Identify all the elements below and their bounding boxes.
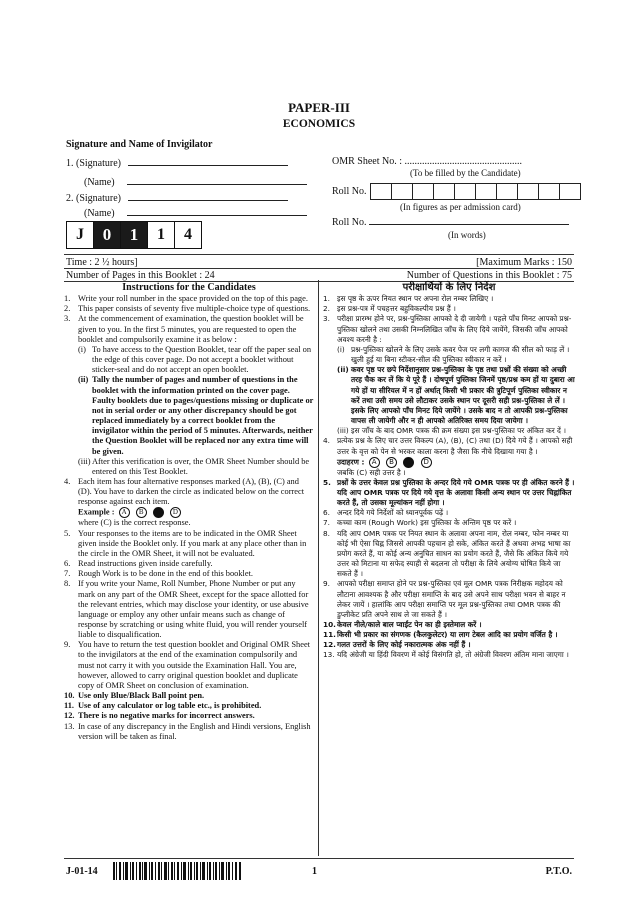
pto-label: P.T.O. bbox=[545, 866, 572, 877]
instruction-subitem: (ii) कवर पृष्ठ पर छपे निर्देशानुसार प्रश्न-पुस्तिका के पृष्ठ तथा प्रश्नों की संख्या को अच्छी तरह चैक कर लें कि ये पूरे हैं । दोषपूर्ण पुस्तिका जिनमें पृष्ठ/प्रश्न कम हों या दुबारा आ गये हों या सीरियल में न हों अर्थात् किसी भी प्रकार की त्रुटिपूर्ण पुस्तिका स्वीकार न करें तथा उसी समय उसे लौटाकर उसके स्थान पर दूसरी सही प्रश्न-पुस्तिका ले लें । इसके लिए आपको पाँच मिनट दिये जायेंगे । उसके बाद न तो आपकी प्रश्न-पुस्तिका वापस ली जायेगी और न ही आपको अतिरिक्त समय दिया जायेगा । bbox=[337, 365, 575, 426]
code-cell: 0 bbox=[94, 221, 121, 249]
instruction-item: 12. गलत उत्तरों के लिए कोई नकारात्मक अंक नहीं हैं । bbox=[323, 640, 471, 650]
roll-number-label: Roll No. bbox=[332, 186, 367, 197]
example-row: Example : A B C D bbox=[64, 507, 314, 518]
instruction-subitem: (i) प्रश्न-पुस्तिका खोलने के लिए उसके कवर पेज पर लगी कागज की सील को फाड़ लें । खुली हुई या बिना स्टीकर-सील की पुस्तिका स्वीकार न करें । bbox=[337, 344, 570, 365]
instruction-item: 2. This paper consists of seventy five multiple-choice type of questions. bbox=[64, 304, 311, 314]
roll-box[interactable] bbox=[413, 183, 434, 200]
instruction-subitem: (iii) इस जाँच के बाद OMR पत्रक की क्रम संख्या इस प्रश्न-पुस्तिका पर अंकित कर दें । bbox=[337, 426, 567, 436]
max-marks: [Maximum Marks : 150 bbox=[476, 257, 572, 268]
divider bbox=[64, 268, 574, 269]
signature-2-row bbox=[66, 191, 288, 204]
instruction-item: 9. आपको परीक्षा समाप्त होने पर प्रश्न-पुस्तिका एवं मूल OMR पत्रक निरीक्षक महोदय को लौटाना आवश्यक है और परीक्षा समाप्ति के बाद उसे अपने साथ परीक्षा भवन से बाहर न लेकर जायें । हालांकि आप परीक्षा समाप्ति पर मूल प्रश्न-पुस्तिका तथा OMR पत्रक की डुप्लीकेट प्रति अपने साथ ले जा सकते हैं । bbox=[323, 579, 566, 619]
instruction-item: 5. Your responses to the items are to be indicated in the OMR Sheet given inside the Booklet only. If you mark at any place other than in the circle in the OMR Sheet, it will not be evaluated. bbox=[64, 528, 307, 558]
code-cell: 4 bbox=[175, 221, 202, 249]
instruction-item: 13. यदि अंग्रेजी या हिंदी विवरण में कोई विसंगति हो, तो अंग्रेजी विवरण अंतिम माना जाएगा । bbox=[323, 650, 569, 660]
instruction-subitem: (ii) Tally the number of pages and number of questions in the booklet with the information printed on the cover page. Faulty booklets due to pages/questions missing or duplicate or not in serial order or any other discrepancy should be got replaced immediately by a correct booklet from the invigilator within the period of 5 minutes. Afterwards, neither the Question Booklet will be replaced nor any extra time will be given. bbox=[78, 375, 314, 456]
instructions-english bbox=[64, 283, 314, 742]
page-number: 1 bbox=[312, 866, 317, 877]
roll-box[interactable] bbox=[539, 183, 560, 200]
instruction-item: 8. If you write your Name, Roll Number, Phone Number or put any mark on any part of the OMR Sheet, except for the space allotted for the relevant entries, which may disclose your identity, or use abusive language or employ any other unfair means such as change of response by scratching or using white fluid, you will render yourself liable to disqualification. bbox=[64, 579, 309, 640]
paper-title: PAPER-III bbox=[288, 100, 350, 115]
questions-count: Number of Questions in this Booklet : 75 bbox=[406, 270, 572, 281]
subject-title: ECONOMICS bbox=[282, 118, 356, 130]
name-2-row bbox=[84, 206, 307, 219]
instruction-item: 6. अन्दर दिये गये निर्देशों को ध्यानपूर्वक पढ़ें । bbox=[323, 508, 449, 518]
roll-box[interactable] bbox=[455, 183, 476, 200]
instruction-item: 7. कच्चा काम (Rough Work) इस पुस्तिका के अन्तिम पृष्ठ पर करें । bbox=[323, 518, 517, 528]
instruction-item: 1. इस पृष्ठ के ऊपर नियत स्थान पर अपना रोल नम्बर लिखिए । bbox=[323, 294, 494, 304]
instructions-hindi bbox=[323, 283, 575, 661]
code-cell: J bbox=[66, 221, 94, 249]
instruction-item: 10. Use only Blue/Black Ball point pen. bbox=[64, 691, 205, 701]
roll-figures-note: (In figures as per admission card) bbox=[400, 202, 521, 212]
bubble-d: D bbox=[170, 507, 181, 518]
roll-words-line bbox=[369, 215, 569, 225]
divider bbox=[64, 254, 574, 255]
bubble-c-filled: C bbox=[403, 457, 414, 468]
barcode-icon bbox=[113, 862, 241, 880]
roll-words-note: (In words) bbox=[448, 230, 486, 240]
instruction-item: 8. यदि आप OMR पत्रक पर नियत स्थान के अलावा अपना नाम, रोल नम्बर, फोन नम्बर या कोई भी ऐसा चिह्न जिससे आपकी पहचान हो सके, अंकित करते हैं अथवा अभद्र भाषा का प्रयोग करते हैं, या कोई अन्य अनुचित साधन का प्रयोग करते हैं, जैसे कि अंकित किये गये उत्तर को मिटाना या सफेद स्याही से बदलना तो परीक्षा के लिये अयोग्य घोषित किये जा सकते हैं । bbox=[323, 528, 571, 579]
paper-code-box bbox=[66, 221, 202, 249]
name-1-label: (Name) bbox=[84, 177, 115, 188]
instruction-item: 11. किसी भी प्रकार का संगणक (कैलकुलेटर) या लाग टेबल आदि का प्रयोग वर्जित है । bbox=[323, 630, 558, 640]
footer-code: J-01-14 bbox=[66, 866, 98, 877]
signature-2-line bbox=[128, 191, 288, 201]
instruction-item: 3. At the commencement of examination, the question booklet will be given to you. In the first 5 minutes, you are requested to open the booklet and compulsorily examine it as below : bbox=[64, 314, 304, 344]
roll-box[interactable] bbox=[497, 183, 518, 200]
roll-words-label: Roll No. bbox=[332, 217, 367, 228]
roll-number-row bbox=[332, 183, 581, 200]
instruction-item: 6. Read instructions given inside carefully. bbox=[64, 559, 213, 569]
instructions-title-hindi: परीक्षार्थियों के लिए निर्देश bbox=[402, 282, 496, 293]
instruction-item: 9. You have to return the test question booklet and Original OMR Sheet to the invigilators at the end of the examination compulsorily and must not carry it with you outside the Examination Hall. You are, however, allowed to carry original question booklet and duplicate copy of OMR Sheet on conclusion of examination. bbox=[64, 640, 310, 690]
roll-box[interactable] bbox=[434, 183, 455, 200]
name-1-row bbox=[84, 175, 307, 188]
roll-box[interactable] bbox=[392, 183, 413, 200]
instruction-item: 10. केवल नीले/काले बाल प्वाईंट पेन का ही इस्तेमाल करें । bbox=[323, 620, 482, 629]
name-2-line bbox=[127, 206, 307, 216]
pages-count: Number of Pages in this Booklet : 24 bbox=[66, 270, 215, 281]
example-note-hindi: जबकि (C) सही उत्तर है । bbox=[337, 467, 406, 477]
bubble-b: B bbox=[386, 457, 397, 468]
instruction-item: 4. प्रत्येक प्रश्न के लिए चार उत्तर विकल्प (A), (B), (C) तथा (D) दिये गये हैं । आपको सही उत्तर के वृत्त को पेन से भरकर काला करना है जैसा कि नीचे दिखाया गया है । bbox=[323, 436, 573, 456]
omr-sheet-number: OMR Sheet No. : ............................................... bbox=[332, 156, 522, 167]
instruction-item: 3. परीक्षा प्रारम्भ होने पर, प्रश्न-पुस्तिका आपको दे दी जायेगी । पहले पाँच मिनट आपको प्रश्न-पुस्तिका खोलने तथा उसकी निम्नलिखित जाँच के लिए दिये जायेंगे, जिसकी जाँच आपको अवश्य करनी है : bbox=[323, 314, 572, 344]
instruction-item: 13. In case of any discrepancy in the English and Hindi versions, English version will be taken as final. bbox=[64, 721, 311, 741]
instruction-subitem: (i) To have access to the Question Booklet, tear off the paper seal on the edge of this cover page. Do not accept a booklet without sticker-seal and do not accept an open booklet. bbox=[78, 344, 312, 375]
instruction-item: 2. इस प्रश्न-पत्र में पचहत्तर बहुविकल्पीय प्रश्न हैं । bbox=[323, 304, 456, 314]
instruction-item: 1. Write your roll number in the space provided on the top of this page. bbox=[64, 294, 308, 304]
signature-1-label: 1. (Signature) bbox=[66, 158, 121, 169]
instruction-item: 7. Rough Work is to be done in the end of this booklet. bbox=[64, 569, 254, 579]
bubble-c-filled: C bbox=[153, 507, 164, 518]
example-row-hindi: उदाहरण : A B C D bbox=[323, 457, 575, 468]
bubble-a: A bbox=[119, 507, 130, 518]
divider bbox=[64, 858, 574, 859]
bubble-a: A bbox=[369, 457, 380, 468]
omr-note: (To be filled by the Candidate) bbox=[410, 168, 521, 178]
instruction-item: 11. Use of any calculator or log table etc., is prohibited. bbox=[64, 701, 262, 711]
roll-box[interactable] bbox=[560, 183, 581, 200]
roll-box[interactable] bbox=[476, 183, 497, 200]
instructions-title: Instructions for the Candidates bbox=[122, 282, 256, 293]
name-1-line bbox=[127, 175, 307, 185]
invigilator-heading: Signature and Name of Invigilator bbox=[66, 139, 213, 150]
time-label: Time : 2 ½ hours] bbox=[66, 257, 138, 268]
instruction-item: 12. There is no negative marks for incorrect answers. bbox=[64, 711, 255, 721]
instruction-subitem: (iii) After this verification is over, the OMR Sheet Number should be entered on this Test Booklet. bbox=[78, 456, 310, 476]
bubble-b: B bbox=[136, 507, 147, 518]
roll-box[interactable] bbox=[370, 183, 392, 200]
instruction-item: 5. प्रश्नों के उत्तर केवल प्रश्न पुस्तिका के अन्दर दिये गये OMR पत्रक पर ही अंकित करने हैं । यदि आप OMR पत्रक पर दिये गये वृत्त के अलावा किसी अन्य स्थान पर उत्तर चिह्नांकित करते हैं, तो उसका मूल्यांकन नहीं होगा । bbox=[323, 477, 575, 508]
name-2-label: (Name) bbox=[84, 208, 115, 219]
bubble-d: D bbox=[421, 457, 432, 468]
code-cell: 1 bbox=[121, 221, 148, 249]
signature-2-label: 2. (Signature) bbox=[66, 193, 121, 204]
column-divider bbox=[318, 280, 319, 856]
code-cell: 1 bbox=[148, 221, 175, 249]
example-note: where (C) is the correct response. bbox=[78, 518, 191, 528]
signature-1-row bbox=[66, 156, 288, 169]
roll-box[interactable] bbox=[518, 183, 539, 200]
instruction-item: 4. Each item has four alternative responses marked (A), (B), (C) and (D). You have to darken the circle as indicated below on the correct response against each item. bbox=[64, 476, 305, 507]
signature-1-line bbox=[128, 156, 288, 166]
roll-words-row bbox=[332, 215, 569, 228]
